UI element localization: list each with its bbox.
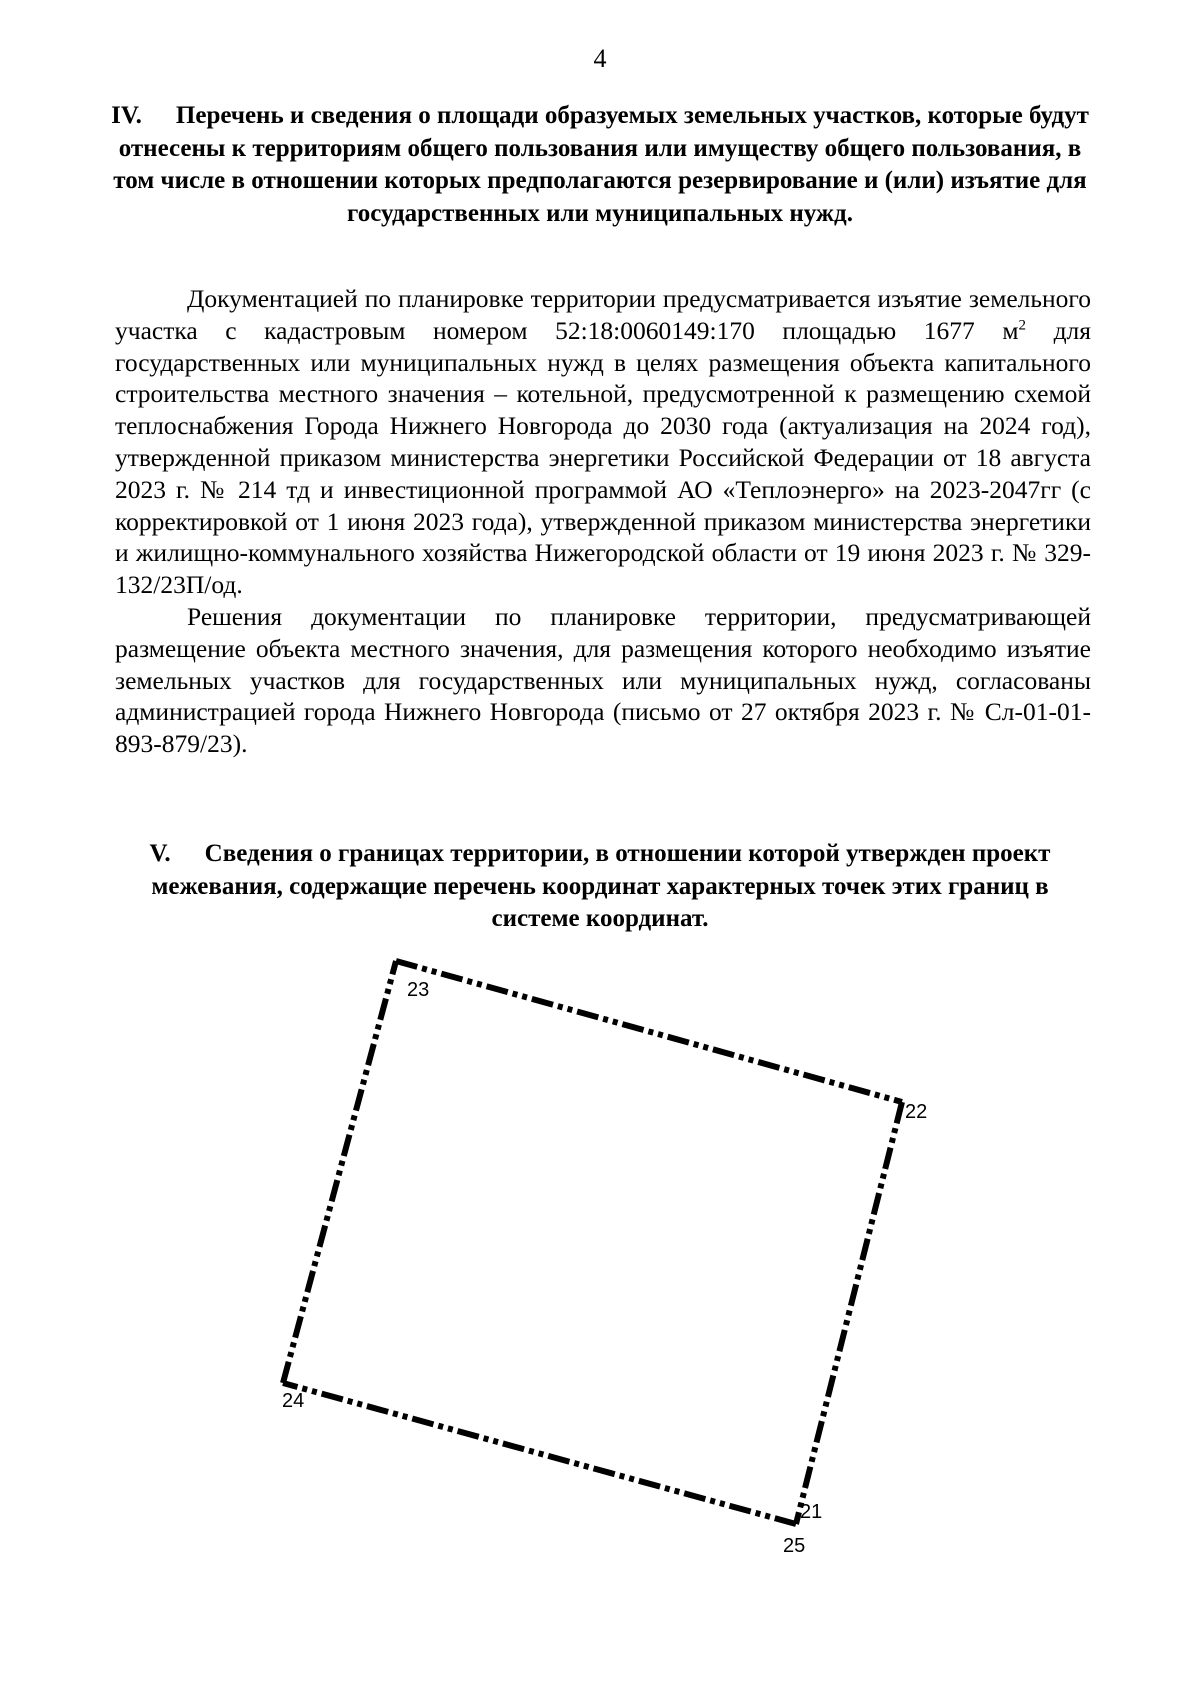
paragraph-expropriation-part1: Документацией по планировке территории предусматривается изъятие земельного участка с кадастровым номером 52:18:0060149:170 площадью 1677 м [115, 284, 1091, 345]
boundary-segment-23-22 [396, 961, 902, 1102]
boundary-segment-22-21 [796, 1102, 902, 1524]
point-label-21: 21 [800, 1501, 823, 1523]
paragraph-approval: Решения документации по планировке территории, предусматривающей размещение объекта местного значения, для размещения которого необходимо изъятие земельных участков для государственных или муниципальных нужд, согласованы администрацией города Нижнего Новгорода (письмо от 27 октября 2023 г. № Сл-01-01-893-879/23). [115, 601, 1091, 759]
paragraph-expropriation-part2: для государственных или муниципальных нужд в целях размещения объекта капитального строительства местного значения – котельной, предусмотренной к размещению схемой теплоснабжения Города Нижнего Новгорода до 2030 года (актуализация на 2024 год), утвержденной приказом министерства энергетики Российской Федерации от 18 августа 2023 г. № 214 тд и инвестиционной программой АО «Теплоэнерго» на 2023-2047гг (с корректировкой от 1 июня 2023 года), утвержденной приказом министерства энергетики и жилищно-коммунального хозяйства Нижегородской области от 19 июня 2023 г. № 329-132/23П/од. [115, 315, 1092, 600]
section-v-number: V. [149, 840, 171, 867]
point-label-25: 25 [783, 1535, 806, 1557]
boundary-segment-24-23 [283, 961, 396, 1383]
point-label-22: 22 [905, 1101, 928, 1123]
point-label-24: 24 [282, 1390, 305, 1412]
page-number: 4 [593, 44, 607, 73]
area-unit-superscript: 2 [1018, 317, 1026, 334]
point-label-23: 23 [407, 979, 430, 1001]
section-v-title: Сведения о границах территории, в отношении которой утвержден проект межевания, содержащие перечень координат характерных точек этих границ в системе координат. [151, 840, 1051, 932]
section-iv-number: IV. [111, 102, 142, 129]
boundary-segment-25-24 [283, 1383, 796, 1524]
section-iv-title: Перечень и сведения о площади образуемых земельных участков, которые будут отнесены к территориям общего пользования или имуществу общего пользования, в том числе в отношении которых предполагаются резервирование и (или) изъятие для государственных или муниципальных нужд. [113, 102, 1089, 227]
